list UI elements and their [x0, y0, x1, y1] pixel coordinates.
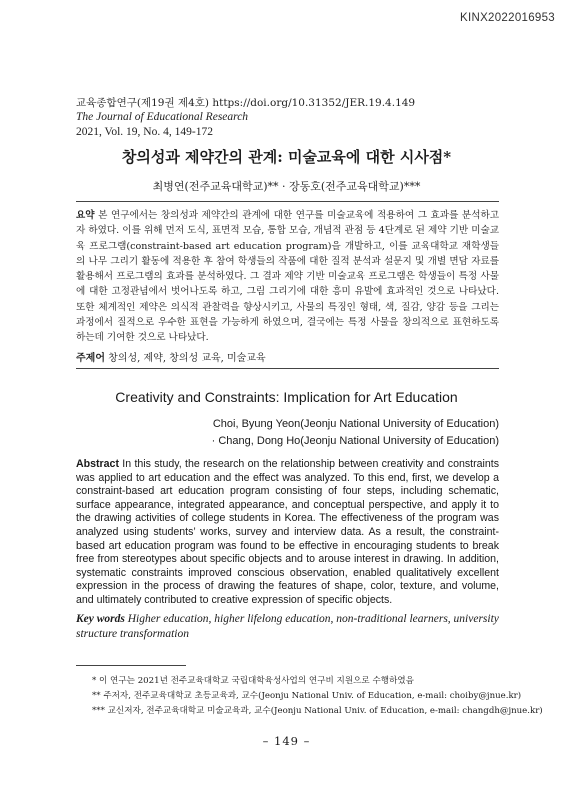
korean-keywords-text: 창의성, 제약, 창의성 교육, 미술교육	[104, 353, 266, 364]
korean-title: 창의성과 제약간의 관계: 미술교육에 대한 시사점*	[121, 148, 452, 166]
korean-keywords-label: 주제어	[76, 353, 105, 364]
english-author-2: · Chang, Dong Ho(Jeonju National University of Education)	[211, 435, 499, 447]
korean-keywords	[76, 349, 266, 364]
english-keywords	[76, 612, 499, 641]
korean-authors: 최병연(전주교육대학교)** · 장동호(전주교육대학교)***	[152, 180, 421, 193]
footnote-funding: * 이 연구는 2021년 전주교육대학교 국립대학육성사업의 연구비 지원으로 수행하였음	[92, 676, 414, 686]
korean-abstract-text: 본 연구에서는 창의성과 제약간의 관계에 대한 연구를 미술교육에 적용하여 그 효과를 분석하고자 하였다. 이를 위해 먼저 도식, 표면적 모습, 통합 모습, 개념적 관점 등 4단계로 된 제약 기반 미술교육 프로그램(constraint-based art education program)을 개발하고, 이를 교육대학교 재학생들의 나무 그리기 활동에 적용한 후 참여 학생들의 작품에 대한 질적 분석과 설문지 및 개별 면담 자료를 활용해서 프로그램의 효과를 분석하였다. 그 결과 제약 기반 미술교육 프로그램은 학생들이 특정 사물에 대한 고정관념에서 벗어나도록 하고, 그림 그리기에 대한 흥미 유발에 효과적인 것으로 나타났다. 또한 체계적인 제약은 의식적 관찰력을 향상시키고, 사물의 특징인 형태, 색, 질감, 양감 등을 그리는 과정에서 질적으로 우수한 표현을 가능하게 하였으며, 결국에는 특정 사물을 창의적으로 표현하도록 하는데 기여한 것으로 나타났다.	[76, 210, 499, 344]
document-id: KINX2022016953	[460, 12, 555, 24]
footnote-first-author: ** 주저자, 전주교육대학교 초등교육과, 교수(Jeonju National Univ. of Education, e-mail: choiby@jnue.kr)	[92, 691, 522, 701]
english-abstract-label: Abstract	[76, 458, 119, 470]
english-title: Creativity and Constraints: Implication for Art Education	[115, 389, 458, 405]
english-keywords-text: Higher education, higher lifelong education, non-traditional learners, university structure transformation	[76, 613, 499, 640]
page-number: – 149 –	[262, 734, 311, 748]
footnote-corresponding-author: *** 교신저자, 전주교육대학교 미술교육과, 교수(Jeonju National Univ. of Education, e-mail: changdh@jnue.kr)	[92, 706, 543, 716]
english-author-1: Choi, Byung Yeon(Jeonju National University of Education)	[212, 418, 499, 430]
abstract-bottom-rule	[76, 368, 499, 369]
korean-abstract	[76, 208, 499, 346]
english-keywords-label: Key words	[76, 613, 125, 625]
journal-volume-info: 2021, Vol. 19, No. 4, 149-172	[76, 126, 213, 138]
footnote-rule	[76, 665, 186, 666]
abstract-top-rule	[76, 201, 499, 202]
english-abstract-text: In this study, the research on the relationship between creativity and constraints was applied to art education and the effect was analyzed. To this end, first, we develop a constraint-based art education program consisting of four steps, including schematic, surface appearance, integrated appearance, and conceptual perspective, and apply it to the drawing activities of college students in Korea. The effectiveness of the program was analyzed using students’ works, survey and interview data. As a result, the constraint-based art education program was found to be effective in encouraging students to break free from stereotypes about specific objects and to arouse interest in drawing. In addition, systematic constraints improved conscious observation, enabled qualitatively excellent expression in the process of drawing the features of shape, color, texture, and volume, and ultimately contributed to creative expression of specific objects.	[76, 458, 499, 606]
korean-abstract-label: 요약	[76, 210, 95, 221]
english-abstract	[76, 458, 499, 608]
journal-info-korean: 교육종합연구(제19권 제4호) https://doi.org/10.31352/JER.19.4.149	[76, 97, 416, 109]
journal-name-english: The Journal of Educational Research	[76, 111, 249, 123]
